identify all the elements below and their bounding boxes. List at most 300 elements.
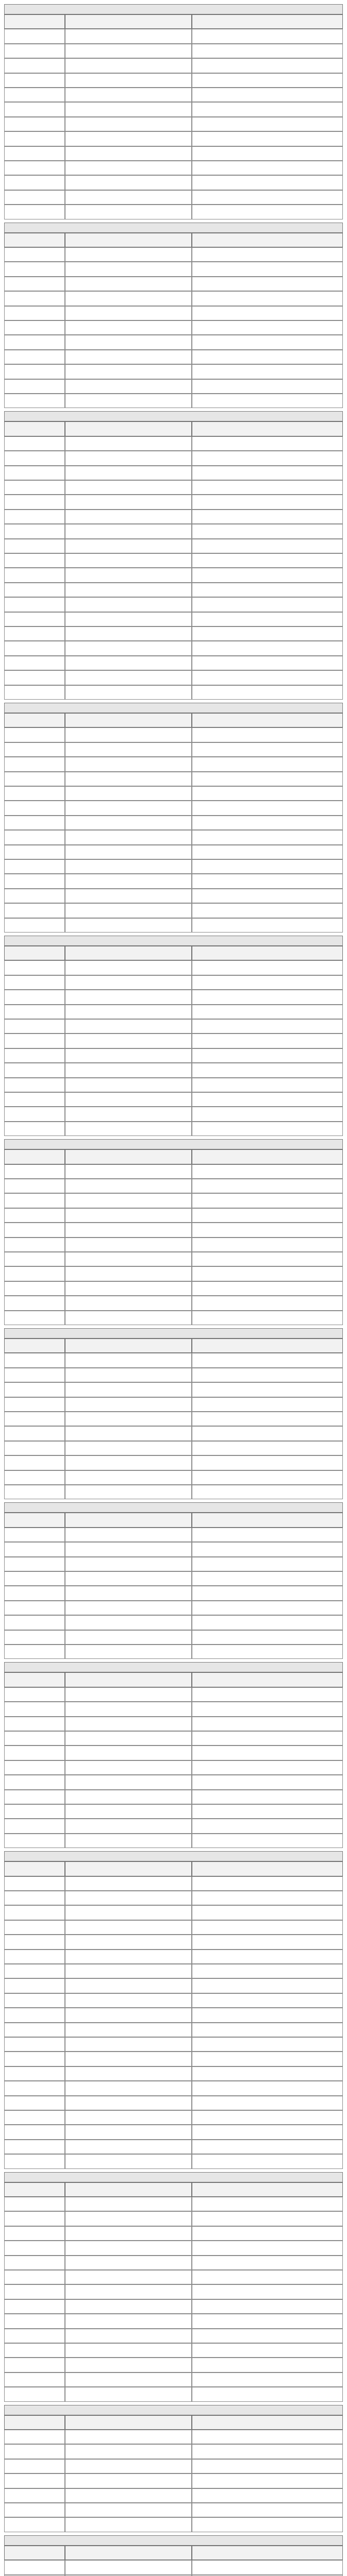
table-cell — [4, 88, 65, 102]
table-cell — [4, 161, 65, 175]
table-cell — [192, 757, 343, 771]
table-cell — [65, 1223, 192, 1237]
table-cell — [65, 1876, 192, 1891]
table-cell — [4, 1528, 65, 1542]
table-cell — [4, 1935, 65, 1949]
table-cell — [4, 1702, 65, 1716]
table-cell — [65, 277, 192, 291]
table-cell — [192, 2343, 343, 2358]
table-cell — [192, 73, 343, 88]
table-cell — [192, 1092, 343, 1107]
header-cell — [4, 2415, 65, 2430]
date-bar — [4, 411, 343, 421]
table-cell — [192, 1063, 343, 1077]
header-cell — [192, 1513, 343, 1527]
table-cell — [4, 350, 65, 364]
table-cell — [4, 1586, 65, 1600]
table-cell — [65, 510, 192, 524]
table-cell — [65, 88, 192, 102]
table-cell — [192, 2066, 343, 2081]
header-cell — [4, 2182, 65, 2197]
date-bar — [4, 1851, 343, 1861]
table-cell — [65, 1005, 192, 1019]
table-cell — [4, 685, 65, 700]
table-cell — [4, 1353, 65, 1367]
table-cell — [4, 670, 65, 685]
table-cell — [192, 1731, 343, 1745]
table-cell — [192, 1964, 343, 1978]
table-cell — [192, 1876, 343, 1891]
table-cell — [4, 626, 65, 641]
table-cell — [4, 786, 65, 801]
table-cell — [192, 480, 343, 495]
table-cell — [192, 350, 343, 364]
table-cell — [65, 772, 192, 786]
table-cell — [4, 1978, 65, 1993]
table-cell — [192, 874, 343, 888]
table-cell — [65, 2372, 192, 2387]
table-cell — [4, 146, 65, 161]
table-cell — [65, 1063, 192, 1077]
table-cell — [65, 889, 192, 903]
table-cell — [192, 990, 343, 1004]
header-cell — [4, 14, 65, 29]
table-cell — [4, 291, 65, 306]
table-cell — [192, 2372, 343, 2387]
table-cell — [4, 2008, 65, 2022]
table-cell — [4, 2343, 65, 2358]
table-cell — [65, 1122, 192, 1136]
table-cell — [4, 1426, 65, 1440]
table-cell — [4, 2052, 65, 2066]
table-cell — [65, 2517, 192, 2532]
table-cell — [192, 612, 343, 626]
table-cell — [65, 44, 192, 58]
date-bar — [4, 223, 343, 233]
table-cell — [192, 1179, 343, 1193]
table-cell — [192, 2226, 343, 2241]
table-cell — [4, 466, 65, 480]
table-cell — [4, 73, 65, 88]
table-cell — [4, 641, 65, 655]
table-cell — [4, 1107, 65, 1121]
table-cell — [4, 1993, 65, 2008]
table-cell — [4, 1092, 65, 1107]
table-cell — [192, 2023, 343, 2037]
table-cell — [192, 102, 343, 116]
table-cell — [4, 1731, 65, 1745]
table-cell — [65, 641, 192, 655]
table-cell — [65, 975, 192, 990]
table-cell — [4, 1281, 65, 1296]
header-cell — [192, 1672, 343, 1687]
header-cell — [4, 946, 65, 960]
table-cell — [65, 2154, 192, 2168]
table-cell — [192, 1353, 343, 1367]
table-cell — [4, 612, 65, 626]
table-cell — [192, 1978, 343, 1993]
header-cell — [192, 713, 343, 727]
table-cell — [192, 889, 343, 903]
table-cell — [4, 990, 65, 1004]
table-cell — [4, 2314, 65, 2328]
table-cell — [65, 1601, 192, 1615]
table-cell — [65, 58, 192, 73]
table-cell — [192, 960, 343, 975]
table-cell — [192, 175, 343, 190]
table-cell — [4, 1630, 65, 1645]
table-cell — [4, 1804, 65, 1819]
table-cell — [65, 727, 192, 742]
table-cell — [192, 2154, 343, 2168]
table-cell — [65, 205, 192, 219]
table-cell — [4, 364, 65, 379]
table-cell — [192, 1368, 343, 1382]
table-cell — [192, 466, 343, 480]
header-cell — [192, 14, 343, 29]
table-cell — [65, 480, 192, 495]
table-cell — [192, 859, 343, 874]
table-cell — [192, 1078, 343, 1092]
table-cell — [192, 1586, 343, 1600]
date-bar — [4, 1502, 343, 1513]
table-cell — [4, 2154, 65, 2168]
table-cell — [65, 801, 192, 815]
table-cell — [4, 918, 65, 933]
table-cell — [65, 394, 192, 408]
table-cell — [4, 2430, 65, 2444]
table-cell — [65, 1455, 192, 1470]
table-cell — [192, 772, 343, 786]
table-cell — [4, 1193, 65, 1208]
table-cell — [65, 1078, 192, 1092]
table-cell — [4, 2023, 65, 2037]
table-cell — [4, 1266, 65, 1281]
date-bar — [4, 2405, 343, 2415]
table-cell — [65, 102, 192, 116]
date-bar — [4, 1328, 343, 1338]
table-cell — [65, 2270, 192, 2284]
table-cell — [192, 1819, 343, 1833]
table-cell — [65, 845, 192, 859]
table-cell — [65, 1702, 192, 1716]
table-cell — [4, 1745, 65, 1760]
table-cell — [65, 1920, 192, 1935]
table-cell — [65, 816, 192, 830]
table-cell — [4, 889, 65, 903]
table-cell — [192, 2241, 343, 2255]
table-cell — [65, 190, 192, 205]
table-cell — [4, 2284, 65, 2299]
header-cell — [192, 946, 343, 960]
table-cell — [192, 262, 343, 276]
header-cell — [192, 233, 343, 247]
table-cell — [65, 2560, 192, 2574]
table-cell — [65, 364, 192, 379]
table-cell — [192, 510, 343, 524]
table-cell — [4, 2125, 65, 2139]
table-cell — [65, 903, 192, 918]
table-cell — [4, 524, 65, 538]
table-cell — [192, 2503, 343, 2517]
table-cell — [4, 495, 65, 509]
table-cell — [192, 1266, 343, 1281]
header-cell — [4, 233, 65, 247]
table-cell — [65, 2299, 192, 2314]
table-cell — [192, 1702, 343, 1716]
table-cell — [65, 990, 192, 1004]
table-cell — [4, 205, 65, 219]
table-cell — [65, 175, 192, 190]
table-cell — [65, 2125, 192, 2139]
table-cell — [65, 2488, 192, 2503]
table-cell — [192, 1441, 343, 1455]
table-cell — [4, 320, 65, 335]
table-cell — [65, 2387, 192, 2401]
header-cell — [4, 1338, 65, 1353]
table-cell — [192, 2256, 343, 2270]
table-cell — [192, 1455, 343, 1470]
table-cell — [65, 874, 192, 888]
table-cell — [65, 495, 192, 509]
table-cell — [4, 1920, 65, 1935]
table-cell — [4, 1019, 65, 1033]
table-cell — [4, 1078, 65, 1092]
table-cell — [192, 553, 343, 568]
table-cell — [192, 1687, 343, 1702]
table-cell — [192, 1005, 343, 1019]
table-cell — [4, 1063, 65, 1077]
table-cell — [192, 830, 343, 844]
table-cell — [65, 306, 192, 320]
table-cell — [192, 320, 343, 335]
header-cell — [65, 1338, 192, 1353]
table-cell — [65, 2052, 192, 2066]
table-cell — [192, 1601, 343, 1615]
table-cell — [192, 2488, 343, 2503]
table-cell — [65, 2037, 192, 2052]
table-cell — [192, 2008, 343, 2022]
table-cell — [192, 1760, 343, 1775]
table-cell — [65, 1964, 192, 1978]
table-cell — [192, 801, 343, 815]
table-cell — [4, 859, 65, 874]
table-cell — [65, 1266, 192, 1281]
table-cell — [192, 1281, 343, 1296]
table-cell — [65, 1571, 192, 1586]
table-cell — [65, 2444, 192, 2459]
table-cell — [4, 2473, 65, 2488]
table-cell — [4, 1601, 65, 1615]
table-cell — [4, 2372, 65, 2387]
table-cell — [65, 146, 192, 161]
table-cell — [192, 1993, 343, 2008]
table-cell — [192, 1048, 343, 1063]
header-cell — [65, 2415, 192, 2430]
table-cell — [4, 394, 65, 408]
table-cell — [65, 2211, 192, 2226]
header-cell — [65, 1513, 192, 1527]
table-cell — [192, 656, 343, 670]
table-cell — [4, 1397, 65, 1412]
table-cell — [65, 1412, 192, 1426]
table-cell — [192, 291, 343, 306]
table-cell — [192, 29, 343, 43]
table-cell — [4, 1208, 65, 1223]
table-cell — [192, 379, 343, 394]
table-cell — [4, 1048, 65, 1063]
date-bar — [4, 1139, 343, 1149]
table-cell — [192, 1745, 343, 1760]
table-cell — [65, 335, 192, 349]
table-cell — [4, 1033, 65, 1048]
table-cell — [192, 1528, 343, 1542]
table-cell — [192, 1630, 343, 1645]
table-cell — [65, 2314, 192, 2328]
date-bar — [4, 2172, 343, 2182]
table-cell — [192, 583, 343, 597]
table-cell — [192, 845, 343, 859]
table-cell — [4, 874, 65, 888]
table-cell — [4, 2459, 65, 2473]
table-cell — [4, 1368, 65, 1382]
table-cell — [65, 291, 192, 306]
table-cell — [65, 2023, 192, 2037]
table-cell — [65, 1528, 192, 1542]
table-cell — [65, 1441, 192, 1455]
table-cell — [192, 1019, 343, 1033]
table-cell — [192, 1950, 343, 1964]
table-cell — [65, 685, 192, 700]
table-cell — [4, 1485, 65, 1499]
table-cell — [65, 1978, 192, 1993]
table-cell — [192, 903, 343, 918]
table-cell — [192, 2444, 343, 2459]
table-cell — [65, 1179, 192, 1193]
table-cell — [4, 1542, 65, 1556]
table-cell — [192, 1382, 343, 1397]
table-cell — [192, 1804, 343, 1819]
table-cell — [4, 510, 65, 524]
header-cell — [192, 2546, 343, 2560]
date-bar — [4, 2535, 343, 2546]
table-cell — [4, 1834, 65, 1848]
table-cell — [4, 1005, 65, 1019]
table-cell — [4, 2140, 65, 2154]
table-cell — [192, 597, 343, 612]
table-cell — [192, 44, 343, 58]
table-cell — [192, 816, 343, 830]
table-cell — [192, 205, 343, 219]
table-cell — [4, 1687, 65, 1702]
table-cell — [65, 1193, 192, 1208]
table-cell — [4, 247, 65, 262]
table-cell — [4, 2211, 65, 2226]
table-cell — [4, 2270, 65, 2284]
table-cell — [65, 1470, 192, 1485]
table-cell — [65, 1745, 192, 1760]
table-cell — [4, 2096, 65, 2110]
table-cell — [65, 1048, 192, 1063]
table-cell — [192, 58, 343, 73]
table-cell — [192, 2270, 343, 2284]
table-cell — [192, 2299, 343, 2314]
table-cell — [4, 727, 65, 742]
table-cell — [4, 1775, 65, 1789]
table-cell — [4, 1964, 65, 1978]
table-cell — [65, 583, 192, 597]
table-cell — [65, 1775, 192, 1789]
table-cell — [192, 161, 343, 175]
table-cell — [4, 1122, 65, 1136]
header-cell — [65, 2546, 192, 2560]
header-cell — [65, 2182, 192, 2197]
header-cell — [192, 2415, 343, 2430]
table-cell — [65, 1905, 192, 1920]
table-cell — [192, 2110, 343, 2125]
table-cell — [65, 2343, 192, 2358]
table-cell — [65, 1311, 192, 1325]
table-cell — [65, 379, 192, 394]
table-cell — [65, 524, 192, 538]
table-cell — [65, 1426, 192, 1440]
table-cell — [4, 480, 65, 495]
table-cell — [4, 102, 65, 116]
table-cell — [192, 670, 343, 685]
table-cell — [192, 1790, 343, 1804]
table-cell — [192, 1615, 343, 1630]
table-cell — [192, 2329, 343, 2343]
table-cell — [65, 1296, 192, 1310]
table-cell — [192, 1311, 343, 1325]
table-cell — [4, 436, 65, 451]
table-cell — [192, 2387, 343, 2401]
table-cell — [4, 801, 65, 815]
table-cell — [192, 190, 343, 205]
table-cell — [4, 44, 65, 58]
date-bar — [4, 703, 343, 713]
table-cell — [4, 1238, 65, 1252]
table-cell — [65, 1107, 192, 1121]
table-cell — [65, 2473, 192, 2488]
table-cell — [4, 1412, 65, 1426]
table-cell — [192, 2430, 343, 2444]
table-cell — [4, 583, 65, 597]
table-cell — [65, 2459, 192, 2473]
table-cell — [192, 1557, 343, 1571]
table-cell — [4, 2503, 65, 2517]
table-cell — [192, 1470, 343, 1485]
table-cell — [192, 1571, 343, 1586]
table-cell — [192, 1397, 343, 1412]
table-cell — [192, 2560, 343, 2574]
table-cell — [192, 1252, 343, 1266]
table-cell — [4, 2488, 65, 2503]
table-cell — [4, 903, 65, 918]
table-cell — [65, 2081, 192, 2095]
table-cell — [4, 656, 65, 670]
table-cell — [4, 1645, 65, 1659]
table-cell — [192, 1426, 343, 1440]
table-cell — [65, 2110, 192, 2125]
table-cell — [65, 1019, 192, 1033]
table-cell — [4, 2358, 65, 2372]
table-cell — [192, 539, 343, 553]
table-cell — [65, 1790, 192, 1804]
table-cell — [65, 1542, 192, 1556]
table-cell — [192, 2096, 343, 2110]
table-cell — [192, 117, 343, 131]
